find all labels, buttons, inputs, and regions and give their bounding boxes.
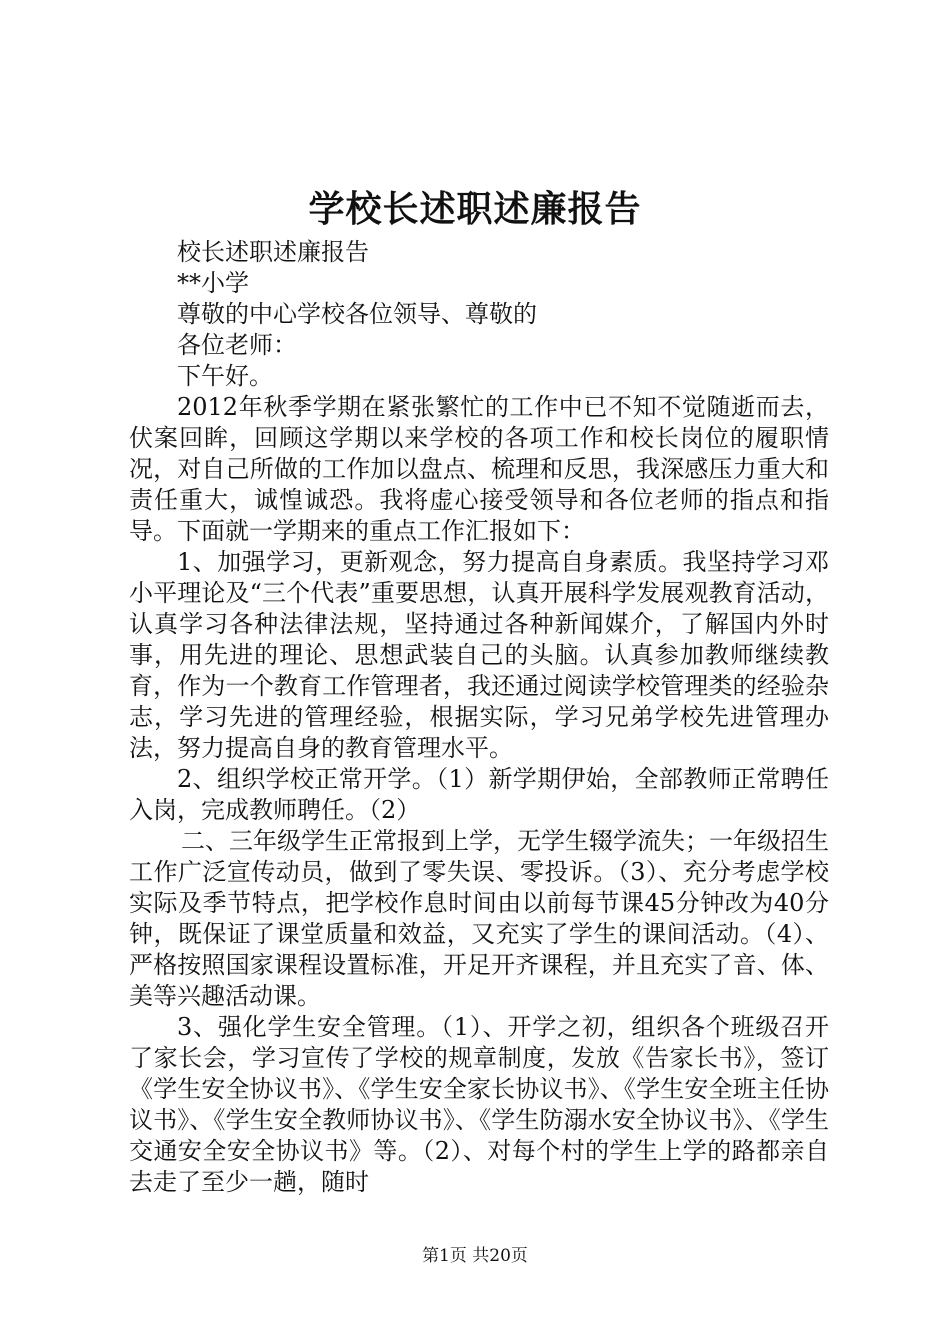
paragraph-salutation: 尊敬的中心学校各位领导、尊敬的 bbox=[177, 300, 537, 328]
paragraph-item-1: 1、加强学习，更新观念，努力提高自身素质。我坚持学习邓小平理论及“三个代表”重要思想，认真开展科学发展观教育活动，认真学习各种法律法规，坚持通过各种新闻媒介，了解国内外时事，用先进的理论、思想武装自己的头脑。认真参加教师继续教育，作为一个教育工作管理者，我还通过阅读学校管理类的经验杂志，学习先进的管理经验，根据实际，学习兄弟学校先进管理办法，努力提高自身的教育管理水平。 bbox=[129, 548, 829, 762]
paragraph-intro: 2012年秋季学期在紧张繁忙的工作中已不知不觉随逝而去，伏案回眸，回顾这学期以来学校的各项工作和校长岗位的履职情况，对自己所做的工作加以盘点、梳理和反思，我深感压力重大和责任重大，诚惶诚恐。我将虚心接受领导和各位老师的指点和指导。下面就一学期来的重点工作汇报如下： bbox=[129, 393, 829, 545]
paragraph-heading: 校长述职述廉报告 bbox=[177, 238, 369, 266]
paragraph-item-3: 3、强化学生安全管理。（1）、开学之初，组织各个班级召开了家长会，学习宣传了学校的规章制度，发放《告家长书》，签订《学生安全协议书》、《学生安全家长协议书》、《学生安全班主任协议书》、《学生安全教师协议书》、《学生防溺水安全协议书》、《学生交通安全安全协议书》等。（2）、对每个村的学生上学的路都亲自去走了至少一趟，随时 bbox=[129, 1013, 829, 1196]
paragraph-salutation-cont: 各位老师： bbox=[177, 331, 297, 359]
paragraph-item-2: 2、组织学校正常开学。（1）新学期伊始，全部教师正常聘任入岗，完成教师聘任。（2） bbox=[129, 765, 829, 824]
document-body bbox=[129, 237, 829, 1198]
paragraph-item-2-cont: 二、三年级学生正常报到上学，无学生辍学流失；一年级招生工作广泛宣传动员，做到了零失误、零投诉。（3）、充分考虑学校实际及季节特点，把学校作息时间由以前每节课45分钟改为40分钟，既保证了课堂质量和效益，又充实了学生的课间活动。（4）、严格按照国家课程设置标准，开足开齐课程，并且充实了音、体、美等兴趣活动课。 bbox=[129, 827, 829, 1010]
paragraph-school: **小学 bbox=[177, 269, 249, 297]
paragraph-greeting: 下午好。 bbox=[177, 362, 273, 390]
page-number-footer: 第1页 共20页 bbox=[422, 1246, 528, 1266]
document-title: 学校长述职述廉报告 bbox=[308, 188, 642, 230]
